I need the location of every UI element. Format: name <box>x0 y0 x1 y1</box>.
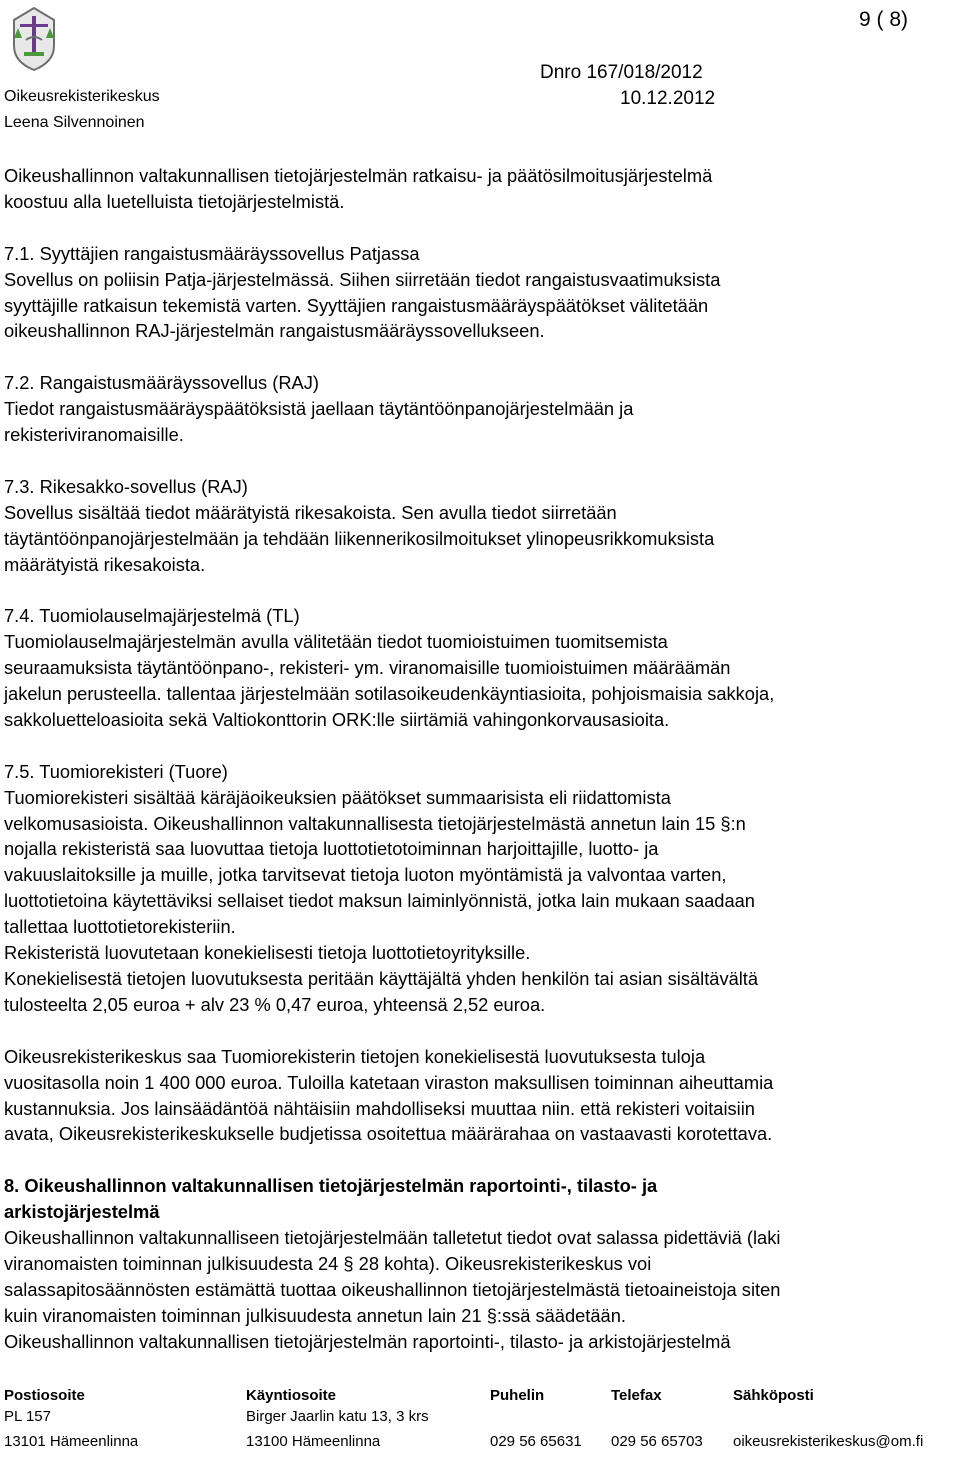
text-line: Rekisteristä luovutetaan konekielisesti tietoja luottotietoyrityksille. <box>4 942 531 964</box>
footer-cell: PL 157 <box>4 1408 51 1425</box>
document-body <box>4 163 956 1380</box>
section-heading: 7.5. Tuomiorekisteri (Tuore) <box>4 760 228 782</box>
text-line: Tuomiolauselmajärjestelmän avulla välitetään tiedot tuomioistuimen tuomitsemista <box>4 631 668 653</box>
text-line: nojalla rekisteristä saa luovuttaa tietoja luottotietotoiminnan harjoittajille, luotto- ja <box>4 838 659 860</box>
footer-header-row <box>4 1383 923 1408</box>
footer-header: Sähköposti <box>733 1387 814 1404</box>
text-line: tulosteelta 2,05 euroa + alv 23 % 0,47 euroa, yhteensä 2,52 euroa. <box>4 993 546 1015</box>
footer-header: Postiosoite <box>4 1387 85 1404</box>
footer-cell: Birger Jaarlin katu 13, 3 krs <box>246 1408 429 1425</box>
text-line: velkomusasioista. Oikeushallinnon valtakunnallisesta tietojärjestelmästä annetun lain 15 §:n <box>4 812 746 834</box>
income-paragraph <box>4 1044 956 1148</box>
footer-header: Käyntiosoite <box>246 1387 337 1404</box>
text-line: Konekielisestä tietojen luovutuksesta peritään käyttäjältä yhden henkilön tai asian sisältävältä <box>4 968 759 990</box>
text-line: kustannuksia. Jos lainsäädäntöä nähtäisiin mahdolliseksi muuttaa niin. että rekisteri voitaisiin <box>4 1097 755 1119</box>
footer-email[interactable]: oikeusrekisterikeskus@om.fi <box>733 1433 924 1450</box>
document-number: Dnro 167/018/2012 <box>540 62 703 83</box>
intro-paragraph <box>4 163 956 215</box>
text-line: sakkoluetteloasioita sekä Valtiokonttorin ORK:lle siirtämiä vahingonkorvausasioita. <box>4 708 670 730</box>
text-line: Tiedot rangaistusmääräyspäätöksistä jaellaan täytäntöönpanojärjestelmään ja <box>4 398 634 420</box>
text-line: salassapitosäännösten estämättä tuottaa oikeushallinnon tietojärjestelmästä tietoaineistoja siten <box>4 1278 781 1300</box>
text-line: Tuomiorekisteri sisältää käräjäoikeuksien päätökset summaarisista eli riidattomista <box>4 786 671 808</box>
section-7-4 <box>4 603 956 733</box>
author-name: Leena Silvennoinen <box>4 114 145 131</box>
text-line: Oikeushallinnon valtakunnalliseen tietojärjestelmään talletetut tiedot ovat salassa pidettäviä (laki <box>4 1227 781 1249</box>
footer-cell: 029 56 65631 <box>490 1433 582 1450</box>
page-number: 9 ( 8) <box>858 8 908 31</box>
text-line: vakuuslaitoksille ja muille, jotka tarvitsevat tietoja luoton myöntämistä ja valvontaa varten, <box>4 864 727 886</box>
text-line: vuositasolla noin 1 400 000 euroa. Tuloilla katetaan viraston maksullisen toiminnan aiheuttamia <box>4 1071 774 1093</box>
section-heading: 7.4. Tuomiolauselmajärjestelmä (TL) <box>4 605 300 627</box>
text-line: avata, Oikeusrekisterikeskukselle budjetissa osoitettua määrärahaa on vastaavasti korotettava. <box>4 1123 773 1145</box>
footer-cell <box>490 1408 611 1433</box>
text-line: viranomaisten toiminnan julkisuudesta 24 § 28 kohta). Oikeusrekisterikeskus voi <box>4 1252 652 1274</box>
text-line: täytäntöönpanojärjestelmään ja tehdään liikennerikosilmoitukset ylinopeusrikkomuksista <box>4 527 715 549</box>
text-line: Oikeusrekisterikeskus saa Tuomiorekisterin tietojen konekielisestä luovutuksesta tuloja <box>4 1045 706 1067</box>
text-line: kuin viranomaisten toiminnan julkisuudesta annetun lain 21 §:ssä säädetään. <box>4 1304 626 1326</box>
footer-cell: 13101 Hämeenlinna <box>4 1433 139 1450</box>
text-line: luottotietoina käytettäviksi sellaiset tiedot maksun laiminlyönnistä, jotka lain mukaan saadaan <box>4 890 755 912</box>
contact-table <box>4 1383 923 1458</box>
section-heading: 8. Oikeushallinnon valtakunnallisen tietojärjestelmän raportointi-, tilasto- ja <box>4 1175 658 1197</box>
text-line: Oikeushallinnon valtakunnallisen tietojärjestelmän raportointi-, tilasto- ja arkistojärjestelmä <box>4 1330 731 1352</box>
text-line: tallettaa luottotietorekisteriin. <box>4 916 236 938</box>
header-left <box>4 84 160 136</box>
section-heading: arkistojärjestelmä <box>4 1201 160 1223</box>
footer-cell <box>611 1408 733 1433</box>
text-line: rekisteriviranomaisille. <box>4 424 184 446</box>
page-footer <box>4 1383 956 1458</box>
footer-row <box>4 1433 923 1458</box>
section-heading: 7.1. Syyttäjien rangaistusmääräyssovellus Patjassa <box>4 242 420 264</box>
text-line: määrätyistä rikesakoista. <box>4 553 206 575</box>
text-line: Sovellus on poliisin Patja-järjestelmässä. Siihen siirretään tiedot rangaistusvaatimuksista <box>4 268 721 290</box>
header-right <box>540 60 715 112</box>
document-date: 10.12.2012 <box>620 88 716 109</box>
justice-scales-logo-icon <box>8 6 60 72</box>
section-heading: 7.2. Rangaistusmääräyssovellus (RAJ) <box>4 372 319 394</box>
section-7-1 <box>4 241 956 345</box>
section-7-2 <box>4 370 956 448</box>
footer-cell <box>733 1408 923 1433</box>
section-7-5 <box>4 759 956 1018</box>
text-line: jakelun perusteella. tallentaa järjestelmään sotilasoikeudenkäyntiasioita, pohjoismaisia sakkoja, <box>4 683 775 705</box>
text-line: Sovellus sisältää tiedot määrätyistä rikesakoista. Sen avulla tiedot siirretään <box>4 501 617 523</box>
section-heading: 7.3. Rikesakko-sovellus (RAJ) <box>4 475 248 497</box>
footer-cell: 13100 Hämeenlinna <box>246 1433 381 1450</box>
text-line: seuraamuksista täytäntöönpano-, rekisteri- ym. viranomaisille tuomioistuimen määräämän <box>4 657 731 679</box>
footer-header: Puhelin <box>490 1387 545 1404</box>
section-8 <box>4 1173 956 1354</box>
text-line: Oikeushallinnon valtakunnallisen tietojärjestelmän ratkaisu- ja päätösilmoitusjärjestelmä <box>4 165 713 186</box>
org-name: Oikeusrekisterikeskus <box>4 88 160 105</box>
footer-header: Telefax <box>611 1387 662 1404</box>
text-line: syyttäjille ratkaisun tekemistä varten. Syyttäjien rangaistusmääräyspäätökset välitetään <box>4 294 709 316</box>
text-line: oikeushallinnon RAJ-järjestelmän rangaistusmääräyssovellukseen. <box>4 320 545 342</box>
text-line: koostuu alla luetelluista tietojärjestelmistä. <box>4 190 345 212</box>
footer-cell: 029 56 65703 <box>611 1433 703 1450</box>
footer-row <box>4 1408 923 1433</box>
section-7-3 <box>4 474 956 578</box>
